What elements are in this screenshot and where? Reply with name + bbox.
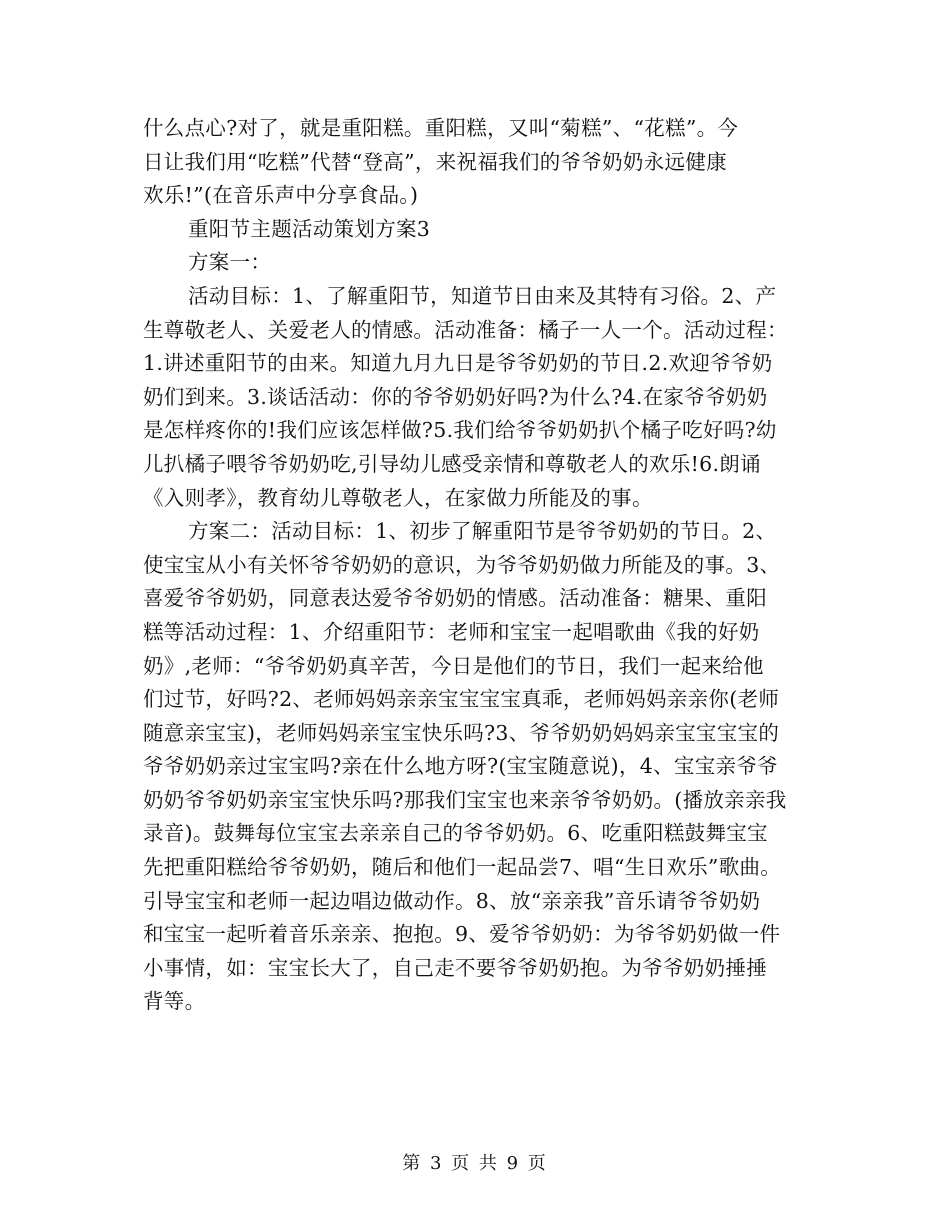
text-line: 引导宝宝和老师一起边唱边做动作。8、放“亲亲我”音乐请爷爷奶奶 [143,888,761,913]
text-line: 先把重阳糕给爷爷奶奶，随后和他们一起品尝7、唱“生日欢乐”歌曲。 [143,855,782,880]
document-body [143,112,813,1019]
text-line: 1.讲述重阳节的由来。知道九月九日是爷爷奶奶的节日.2.欢迎爷爷奶 [143,351,773,376]
text-line: 日让我们用“吃糕”代替“登高”，来祝福我们的爷爷奶奶永远健康 [143,149,727,174]
text-line: 活动目标：1、了解重阳节，知道节日由来及其特有习俗。2、产 [188,283,777,308]
text-line: 奶们到来。3.谈话活动：你的爷爷奶奶好吗?为什么?4.在家爷爷奶奶 [143,384,768,409]
text-line: 录音)。鼓舞每位宝宝去亲亲自己的爷爷奶奶。6、吃重阳糕鼓舞宝宝 [143,821,768,846]
text-line: 糕等活动过程：1、介绍重阳节：老师和宝宝一起唱歌曲《我的好奶 [143,619,760,644]
text-line: 喜爱爷爷奶奶，同意表达爱爷爷奶奶的情感。活动准备：糖果、重阳 [143,586,767,611]
text-line: 什么点心?对了，就是重阳糕。重阳糕，又叫“菊糕”、“花糕”。今 [143,116,739,140]
page-number-footer: 第 3 页 共 9 页 [402,1153,548,1174]
text-line: 儿扒橘子喂爷爷奶奶吃,引导幼儿感受亲情和尊敬老人的欢乐!6.朗诵 [143,451,761,476]
text-line: 背等。 [143,989,206,1014]
text-line: 欢乐!”(在音乐声中分享食品。) [143,183,419,208]
text-line: 使宝宝从小有关怀爷爷奶奶的意识，为爷爷奶奶做力所能及的事。3、 [143,552,781,577]
text-line: 是怎样疼你的!我们应该怎样做?5.我们给爷爷奶奶扒个橘子吃好吗?幼 [143,418,777,443]
text-line: 奶》,老师：“爷爷奶奶真辛苦，今日是他们的节日，我们一起来给他 [143,653,764,678]
text-line: 们过节，好吗?2、老师妈妈亲亲宝宝宝宝真乖，老师妈妈亲亲你(老师 [143,687,780,712]
text-line: 方案二：活动目标：1、初步了解重阳节是爷爷奶奶的节日。2、 [188,519,777,544]
text-line: 和宝宝一起听着音乐亲亲、抱抱。9、爱爷爷奶奶：为爷爷奶奶做一件 [143,922,781,947]
text-line: 《入则孝》，教育幼儿尊敬老人，在家做力所能及的事。 [143,485,653,510]
text-line: 生尊敬老人、关爱老人的情感。活动准备：橘子一人一个。活动过程： [143,317,788,342]
text-line: 随意亲宝宝)，老师妈妈亲宝宝快乐吗?3、爷爷奶奶妈妈亲宝宝宝宝的 [143,720,780,745]
subsection-heading: 方案一： [188,250,272,275]
text-line: 奶奶爷爷奶奶亲宝宝快乐吗?那我们宝宝也来亲爷爷奶奶。(播放亲亲我 [143,787,787,812]
text-line: 爷爷奶奶亲过宝宝吗?亲在什么地方呀?(宝宝随意说)，4、宝宝亲爷爷 [143,754,778,779]
section-heading: 重阳节主题活动策划方案3 [188,216,431,241]
text-line: 小事情，如：宝宝长大了，自己走不要爷爷奶奶抱。为爷爷奶奶捶捶 [143,955,767,980]
